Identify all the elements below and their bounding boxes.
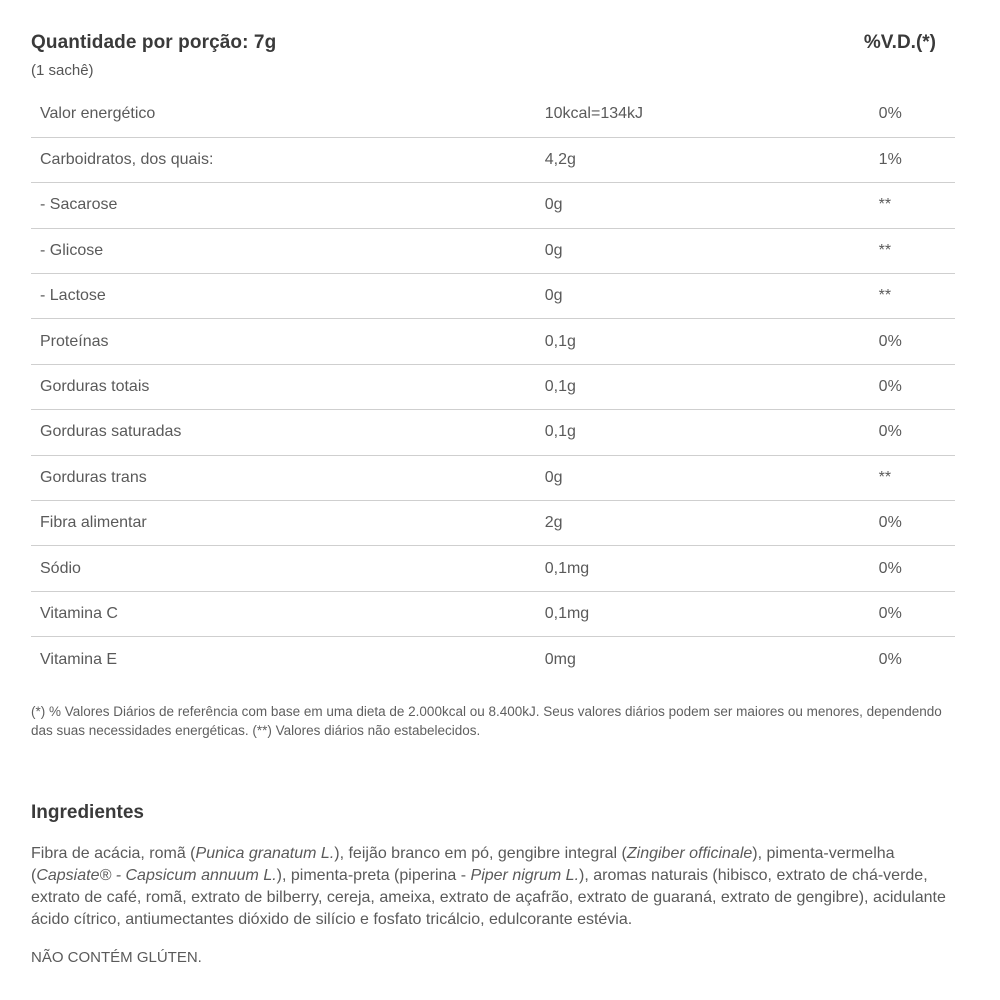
nutrient-name: Sódio: [31, 546, 545, 591]
nutrient-daily-value: 0%: [878, 650, 902, 668]
daily-values-footnote: (*) % Valores Diários de referência com base em uma dieta de 2.000kcal ou 8.400kJ. Seus valores diários podem ser maiores ou menores, dependendo das suas necessidades energéticas. (**) Valores diários não estabelecidos.: [31, 704, 942, 738]
nutrient-daily-value: 0%: [879, 591, 955, 636]
table-row: [31, 92, 955, 137]
ingredient-scientific-name: Piper nigrum L.: [470, 867, 580, 884]
ingredient-text-part: ), pimenta-vermelha (: [31, 845, 895, 884]
nutrient-daily-value: **: [879, 455, 955, 500]
serving-unit-subtitle: (1 sachê): [31, 62, 94, 79]
table-row: [31, 228, 955, 273]
nutrient-quantity: 0g: [545, 455, 879, 500]
nutrient-quantity: 2g: [545, 501, 879, 546]
table-row: [31, 364, 955, 409]
nutrient-name: Gorduras saturadas: [31, 410, 545, 455]
nutrient-daily-value: 0%: [879, 546, 955, 591]
serving-size-title: Quantidade por porção: 7g: [31, 32, 277, 53]
nutrient-quantity: 0g: [545, 228, 879, 273]
nutrient-quantity: 10kcal=134kJ: [545, 92, 879, 137]
table-row: [31, 137, 955, 182]
nutrient-daily-value: **: [879, 228, 955, 273]
nutrient-name: Gorduras trans: [31, 455, 545, 500]
ingredient-text-part: ), aromas naturais (hibisco, extrato de chá-verde, extrato de café, romã, extrato de bilberry, cereja, ameixa, extrato de açafrão, extrato de guaraná, extrato de gengibre), acidulante ácido cítrico, antiumectantes dióxido de silício e fosfato tricálcio, edulcorante estévia.: [31, 867, 946, 928]
ingredients-text: [31, 843, 961, 931]
table-row: [31, 546, 955, 591]
nutrient-quantity: 0mg: [544, 650, 576, 668]
ingredient-text-part: ), pimenta-preta (piperina -: [276, 867, 471, 884]
nutrient-daily-value: 0%: [879, 364, 955, 409]
nutrient-name: Valor energético: [31, 92, 545, 137]
nutrition-table-body: [31, 92, 955, 682]
table-row: [31, 637, 955, 682]
gluten-notice: NÃO CONTÉM GLÚTEN.: [31, 949, 202, 966]
ingredients-title: Ingredientes: [31, 802, 144, 823]
nutrition-table: [31, 92, 955, 682]
nutrient-quantity: 0g: [545, 183, 879, 228]
nutrient-quantity: 0,1mg: [545, 546, 879, 591]
nutrient-daily-value: 0%: [879, 410, 955, 455]
nutrient-name: Vitamina C: [31, 591, 545, 636]
nutrient-name: - Lactose: [31, 274, 545, 319]
nutrition-header: [31, 30, 955, 82]
table-row: [31, 319, 955, 364]
nutrient-quantity: 0g: [545, 274, 879, 319]
nutrient-name: - Glicose: [31, 228, 545, 273]
nutrition-facts-page: [31, 30, 955, 966]
nutrient-name: - Sacarose: [31, 183, 545, 228]
table-row: [31, 274, 955, 319]
nutrient-quantity: 0,1g: [545, 319, 879, 364]
table-row: [31, 410, 955, 455]
ingredient-scientific-name: Zingiber officinale: [626, 845, 753, 862]
table-row: [31, 501, 955, 546]
nutrient-daily-value: 0%: [879, 501, 955, 546]
nutrient-daily-value: 0%: [879, 319, 955, 364]
ingredient-text-part: ), feijão branco em pó, gengibre integral (: [334, 845, 627, 862]
nutrient-name: Gorduras totais: [31, 364, 545, 409]
nutrient-daily-value: 1%: [879, 137, 955, 182]
daily-value-header: %V.D.(*): [863, 32, 936, 53]
nutrient-name: Proteínas: [31, 319, 545, 364]
ingredient-text-part: Fibra de acácia, romã (: [31, 845, 196, 862]
nutrient-name: Carboidratos, dos quais:: [31, 137, 545, 182]
ingredient-scientific-name: Punica granatum L.: [195, 845, 335, 862]
table-row: [31, 183, 955, 228]
nutrient-quantity: 0,1g: [545, 364, 879, 409]
ingredient-scientific-name: Capsiate® - Capsicum annuum L.: [36, 867, 277, 884]
table-row: [31, 455, 955, 500]
nutrient-quantity: 4,2g: [545, 137, 879, 182]
nutrient-daily-value: **: [879, 183, 955, 228]
nutrient-name: Fibra alimentar: [31, 501, 545, 546]
nutrient-daily-value: **: [879, 274, 955, 319]
nutrient-quantity: 0,1g: [545, 410, 879, 455]
nutrient-name: Vitamina E: [40, 650, 118, 668]
nutrient-quantity: 0,1mg: [545, 591, 879, 636]
table-row: [31, 591, 955, 636]
nutrient-daily-value: 0%: [879, 92, 955, 137]
